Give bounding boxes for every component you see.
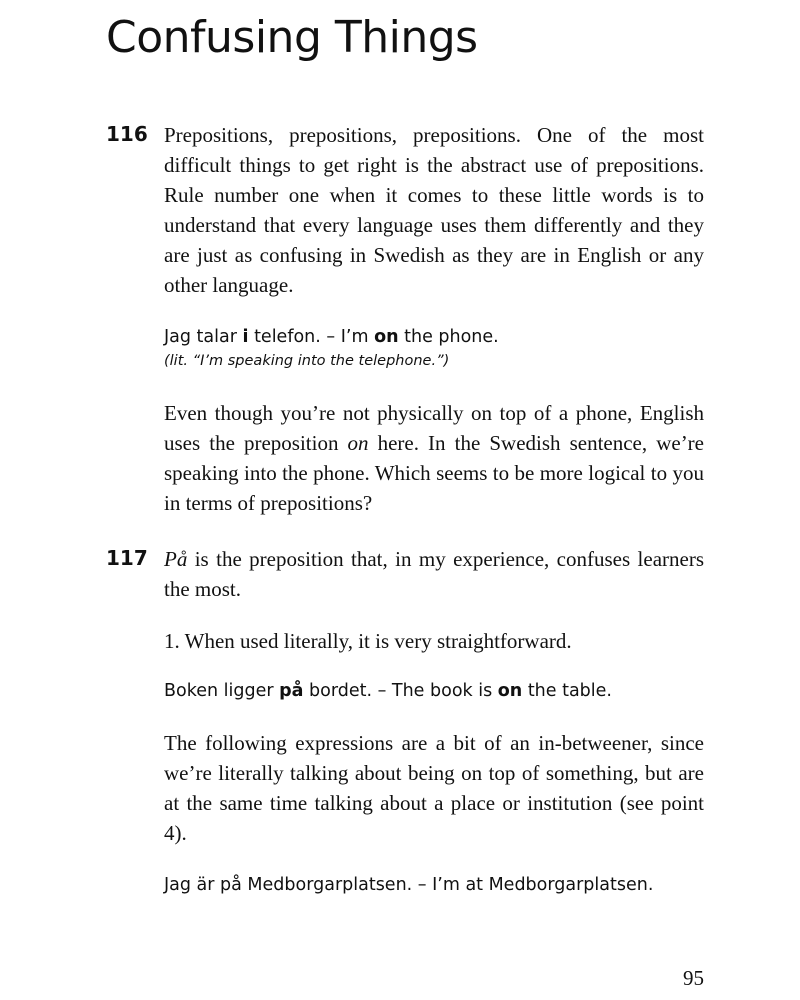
section-content [164, 544, 704, 898]
paragraph-text: here. In the Swedish sentence, we’re speaking into the phone. Which seems to be more logical to you in terms of prepositions? [164, 431, 704, 515]
example-sentence [164, 324, 704, 350]
example-text: the table. [522, 681, 612, 701]
paragraph [164, 544, 704, 604]
paragraph: The following expressions are a bit of an in-betweener, since we’re literally talking about being on top of something, but are at the same time talking about a place or institution (see point 4). [164, 731, 704, 845]
emphasis-word: På [164, 547, 188, 571]
example-text: the phone. [398, 327, 499, 347]
example-sentence [164, 678, 704, 704]
example-text: bordet. – The book is [303, 681, 498, 701]
example-text: telefon. – I’m [248, 327, 375, 347]
list-item: 1. When used literally, it is very straightforward. [164, 629, 572, 653]
emphasis-word: on [347, 431, 369, 455]
paragraph [164, 398, 704, 518]
page-number: 95 [683, 966, 704, 990]
literal-translation: (lit. “I’m speaking into the telephone.”) [164, 353, 450, 369]
highlight-word: på [279, 681, 304, 701]
example-text: Boken ligger [164, 681, 280, 701]
paragraph-text: is the preposition that, in my experience, confuses learners the most. [164, 547, 704, 601]
example-text: Jag talar [164, 327, 243, 347]
example-sentence: Jag är på Medborgarplatsen. – I’m at Medborgarplatsen. [164, 875, 654, 895]
highlight-word: i [242, 327, 249, 347]
paragraph-text: Even though you’re not physically on top of a phone, English uses the preposition [164, 401, 704, 455]
section-number: 116 [106, 122, 148, 146]
section-number: 117 [106, 546, 148, 570]
highlight-word: on [374, 327, 399, 347]
highlight-word: on [497, 681, 523, 701]
section-content [164, 120, 704, 518]
page-title: Confusing Things [106, 12, 478, 63]
paragraph: Prepositions, prepositions, prepositions. One of the most difficult things to get right is the abstract use of prepositions. Rule number one when it comes to these little words is to understand that every language uses them differently and they are just as confusing in Swedish as they are in English or any other language. [164, 123, 704, 297]
